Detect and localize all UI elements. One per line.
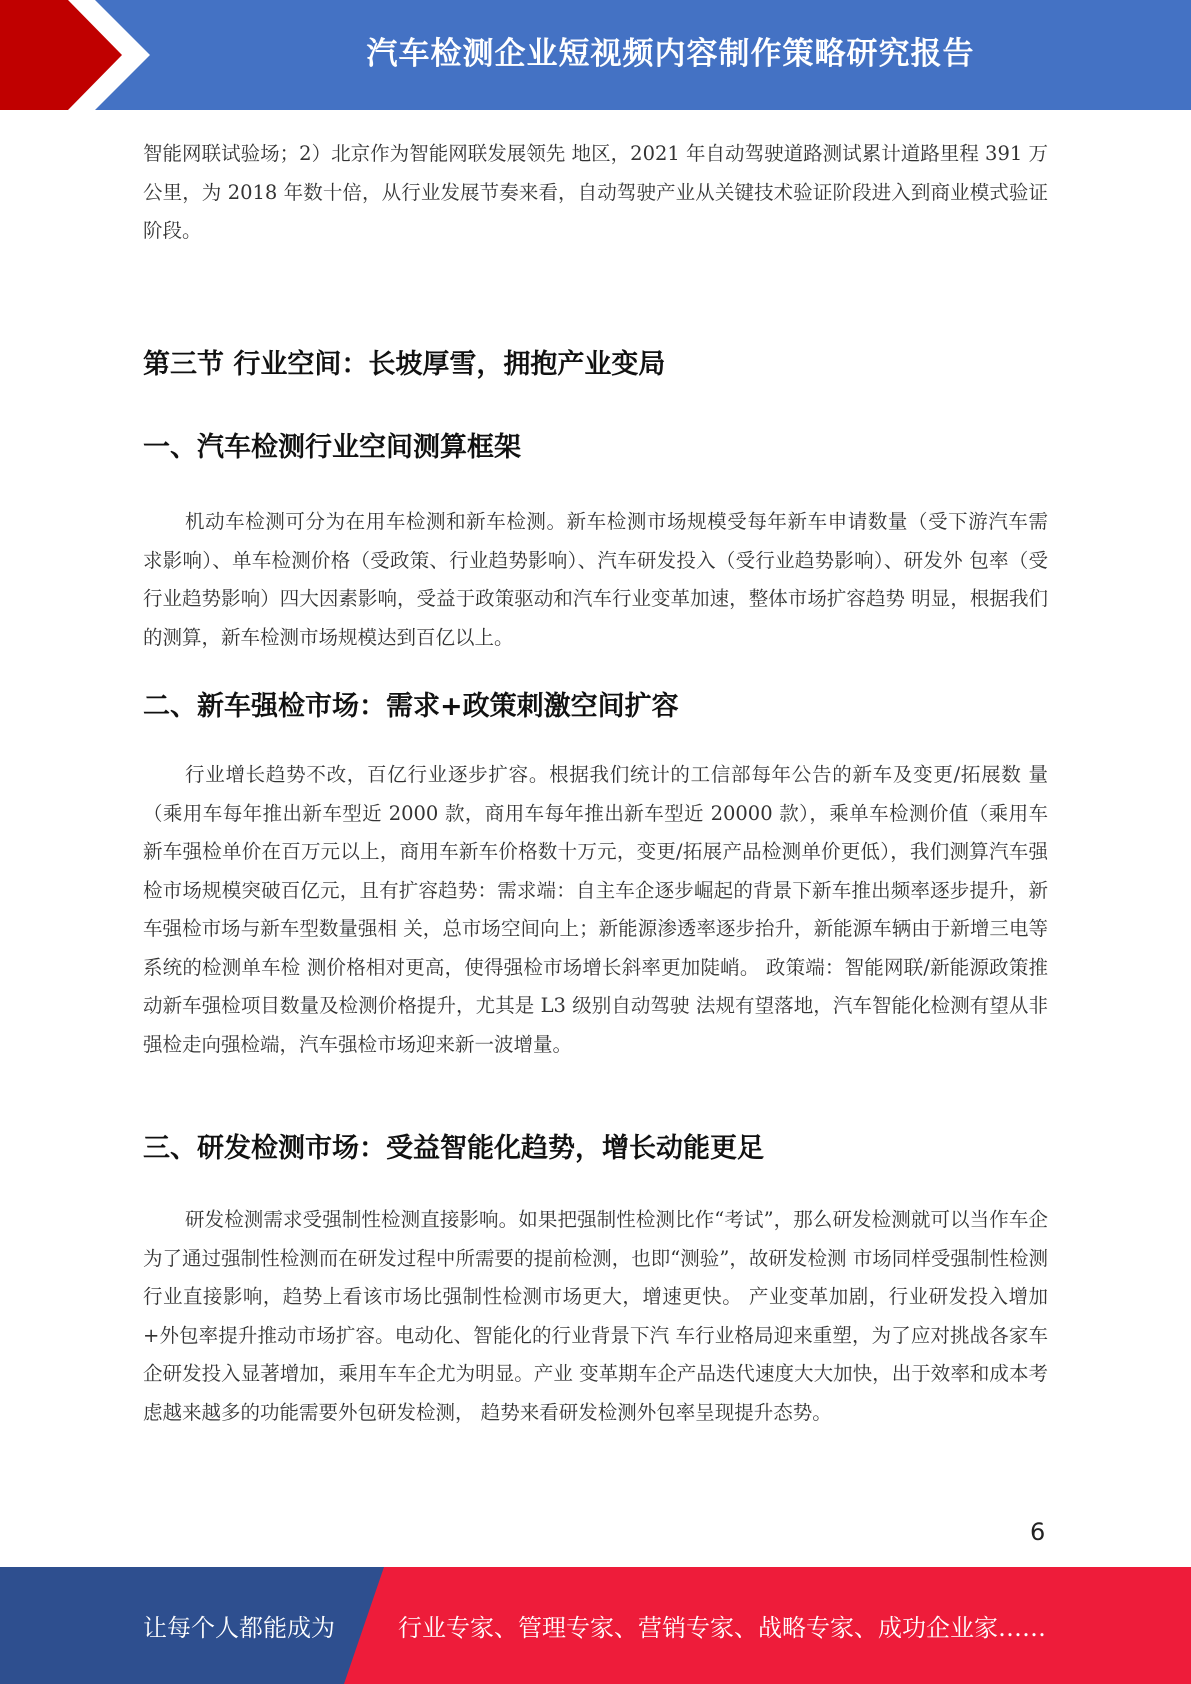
section-title: 第三节 行业空间：长坡厚雪，拥抱产业变局: [143, 349, 666, 380]
subsection-paragraph-3: 研发检测需求受强制性检测直接影响。如果把强制性检测比作“考试”，那么研发检测就可以当作车企为了通过强制性检测而在研发过程中所需要的提前检测，也即“测验”，故研发检测 市场同样受强制性检测行业直接影响，趋势上看该市场比强制性检测市场更大，增速更快。 产业变革加剧，行业研发投入增加+外包率提升推动市场扩容。电动化、智能化的行业背景下汽 车行业格局迎来重塑，为了应对挑战各家车企研发投入显著增加，乘用车车企尤为明显。产业 变革期车企产品迭代速度大大加快，出于效率和成本考虑越来越多的功能需要外包研发检测， 趋势来看研发检测外包率呈现提升态势。: [143, 1208, 1048, 1424]
page-footer: [0, 1567, 1191, 1684]
subsection-title-1: 一、汽车检测行业空间测算框架: [143, 432, 521, 463]
footer-slogan-right: 行业专家、管理专家、营销专家、战略专家、成功企业家……: [398, 1614, 1046, 1642]
footer-slogan-left: 让每个人都能成为: [143, 1614, 335, 1642]
page-header: [0, 0, 1191, 110]
subsection-paragraph-2: 行业增长趋势不改，百亿行业逐步扩容。根据我们统计的工信部每年公告的新车及变更/拓展数 量（乘用车每年推出新车型近 2000 款，商用车每年推出新车型近 20000 款），乘单车检测价值（乘用车新车强检单价在百万元以上，商用车新车价格数十万元，变更/拓展产品检测单价更低），我们测算汽车强检市场规模突破百亿元，且有扩容趋势：需求端：自主车企逐步崛起的背景下新车推出频率逐步提升，新车强检市场与新车型数量强相 关，总市场空间向上；新能源渗透率逐步抬升，新能源车辆由于新增三电等系统的检测单车检 测价格相对更高，使得强检市场增长斜率更加陡峭。 政策端：智能网联/新能源政策推动新车强检项目数量及检测价格提升，尤其是 L3 级别自动驾驶 法规有望落地，汽车智能化检测有望从非强检走向强检端，汽车强检市场迎来新一波增量。: [143, 763, 1048, 1056]
subsection-title-3: 三、研发检测市场：受益智能化趋势，增长动能更足: [143, 1133, 764, 1164]
subsection-title-2: 二、新车强检市场：需求+政策刺激空间扩容: [143, 691, 679, 722]
subsection-body-1: [143, 503, 1048, 657]
subsection-paragraph-1: 机动车检测可分为在用车检测和新车检测。新车检测市场规模受每年新车申请数量（受下游汽车需 求影响）、单车检测价格（受政策、行业趋势影响）、汽车研发投入（受行业趋势影响）、研发外 包率（受行业趋势影响）四大因素影响，受益于政策驱动和汽车行业变革加速，整体市场扩容趋势 明显，根据我们的测算，新车检测市场规模达到百亿以上。: [143, 510, 1048, 649]
intro-block: [143, 135, 1048, 251]
subsection-body-2: [143, 756, 1048, 1064]
intro-paragraph: 智能网联试验场；2）北京作为智能网联发展领先 地区，2021 年自动驾驶道路测试累计道路里程 391 万公里，为 2018 年数十倍，从行业发展节奏来看，自动驾驶产业从关键技术验证阶段进入到商业模式验证阶段。: [143, 142, 1048, 242]
header-title: 汽车检测企业短视频内容制作策略研究报告: [366, 35, 975, 72]
page-number: 6: [1030, 1518, 1046, 1546]
subsection-body-3: [143, 1201, 1048, 1432]
